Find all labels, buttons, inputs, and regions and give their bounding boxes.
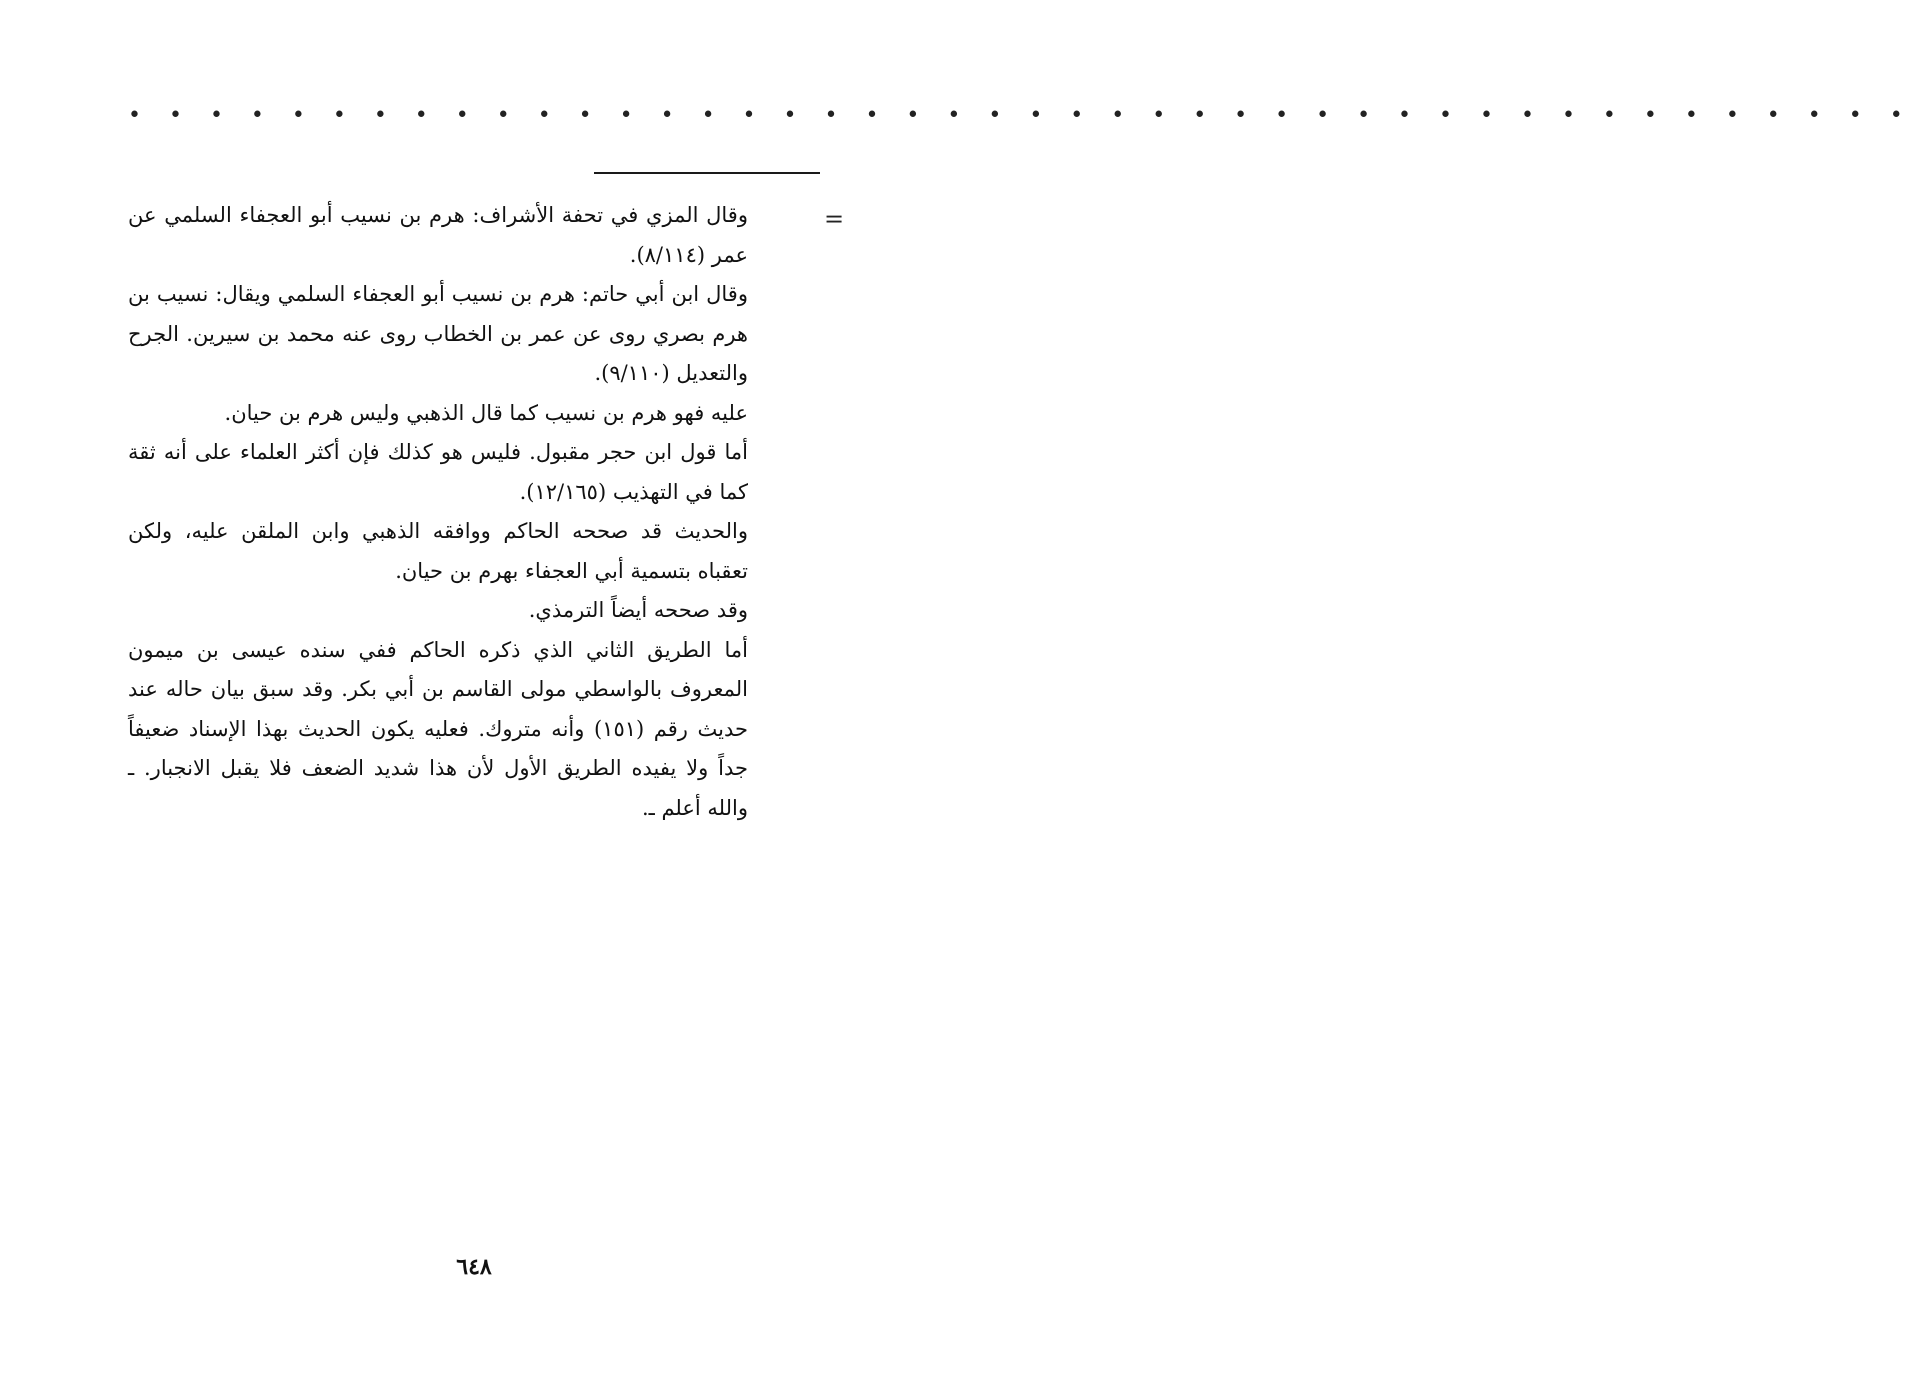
page-number: ٦٤٨ [456,1254,492,1280]
paragraph-ibn-hajar-assessment: أما قول ابن حجر مقبول. فليس هو كذلك فإن أكثر العلماء على أنه ثقة كما في التهذيب (١٢/١٦٥). [128,440,748,504]
footnote-continuation-mark: = [824,205,845,233]
footnote-separator-rule [594,172,820,174]
paragraph-ibn-abi-hatim-quote: وقال ابن أبي حاتم: هرم بن نسيب أبو العجفاء السلمي ويقال: نسيب بن هرم بصري روى عن عمر بن الخطاب روى عنه محمد بن سيرين. الجرح والتعديل (٩/١١٠). [128,282,748,385]
paragraph-tirmidhi-authentication: وقد صححه أيضاً الترمذي. [528,598,748,622]
paragraph-mizzi-quote: وقال المزي في تحفة الأشراف: هرم بن نسيب أبو العجفاء السلمي عن عمر (٨/١١٤). [128,203,748,267]
paragraph-second-chain: أما الطريق الثاني الذي ذكره الحاكم ففي سنده عيسى بن ميمون المعروف بالواسطي مولى القاسم بن أبي بكر. وقد سبق بيان حاله عند حديث رقم (١٥١) وأنه متروك. فعليه يكون الحديث بهذا الإسناد ضعيفاً جداً ولا يفيده الطريق الأول لأن هذا شديد الضعف فلا يقبل الانجبار. ـ والله أعلم ـ. [128,637,749,820]
paragraph-conclusion-name: عليه فهو هرم بن نسيب كما قال الذهبي وليس هرم بن حيان. [224,400,748,425]
header-dot-leader: • • • • • • • • • • • • • • • • • • • • • • • • • • • • • • • • • • • • • • • • • • • • [128,103,1913,128]
footnote-body [128,196,748,828]
paragraph-hakim-authentication: والحديث قد صححه الحاكم ووافقه الذهبي وابن الملقن عليه، ولكن تعقباه بتسمية أبي العجفاء بهرم بن حيان. [128,519,748,583]
